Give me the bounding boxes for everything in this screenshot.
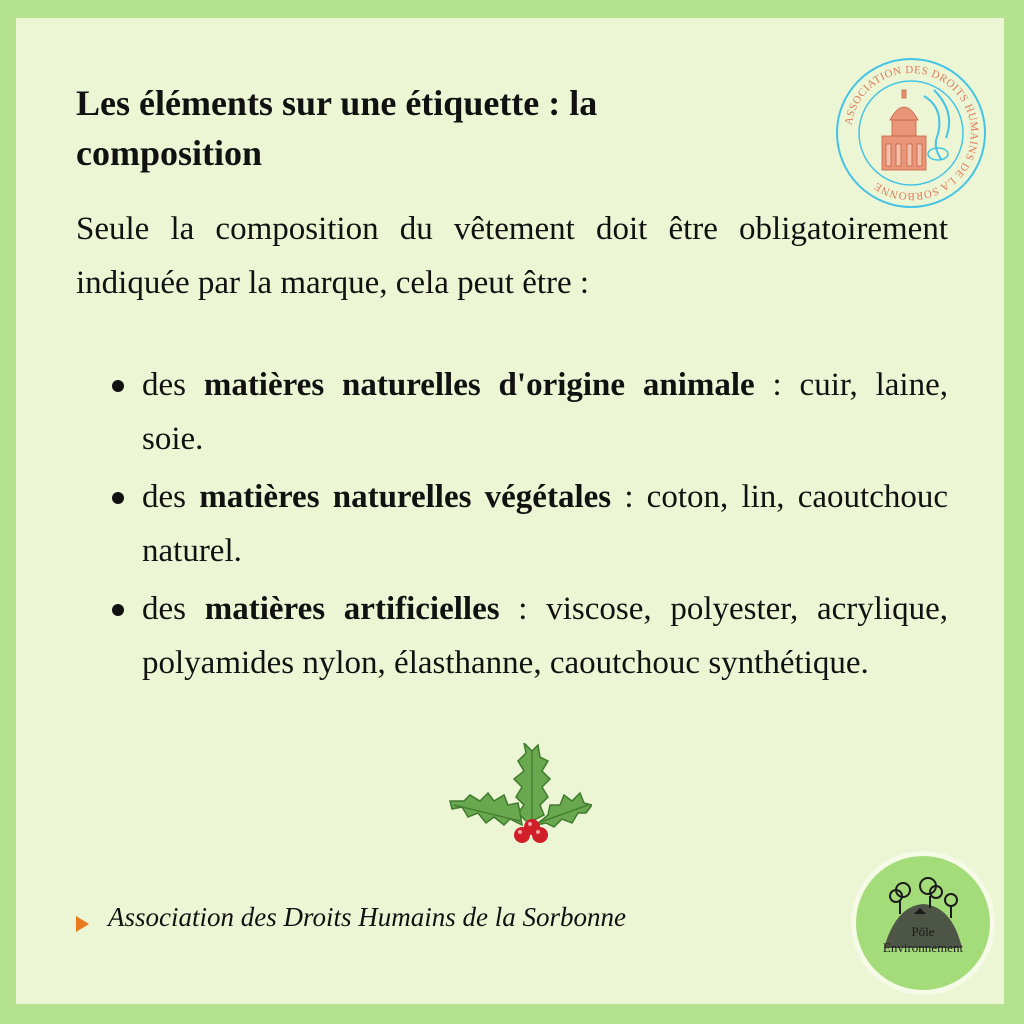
intro-paragraph: Seule la composition du vêtement doit être obligatoirement indiquée par la marque, cela peut être : — [76, 211, 948, 301]
content-card — [16, 18, 1004, 1004]
badge-label-line1: Pôle — [911, 924, 935, 939]
pole-environnement-badge — [856, 856, 990, 990]
footer-association-name: Association des Droits Humains de la Sorbonne — [108, 902, 626, 932]
bullet-icon — [112, 604, 124, 616]
bullet-icon — [112, 380, 124, 392]
badge-label-line2: Environnement — [882, 940, 964, 955]
page-title: Les éléments sur une étiquette : la composition — [76, 83, 598, 173]
list-item: des matières artificielles : viscose, polyester, acrylique, polyamides nylon, élasthanne, caoutchouc synthétique. — [142, 582, 948, 690]
play-arrow-icon — [76, 916, 89, 932]
list-item: des matières naturelles végétales : coton, lin, caoutchouc naturel. — [142, 470, 948, 578]
sorbonne-logo-icon — [834, 56, 988, 210]
bullet-icon — [112, 492, 124, 504]
list-item: des matières naturelles d'origine animale : cuir, laine, soie. — [142, 358, 948, 466]
svg-text:ASSOCIATION DES DROITS HUMAINS: ASSOCIATION DES DROITS HUMAINS DE LA SORBONNE — [842, 63, 981, 203]
materials-list — [142, 358, 948, 694]
holly-icon — [432, 743, 592, 843]
pole-environnement-badge-icon — [856, 856, 990, 990]
